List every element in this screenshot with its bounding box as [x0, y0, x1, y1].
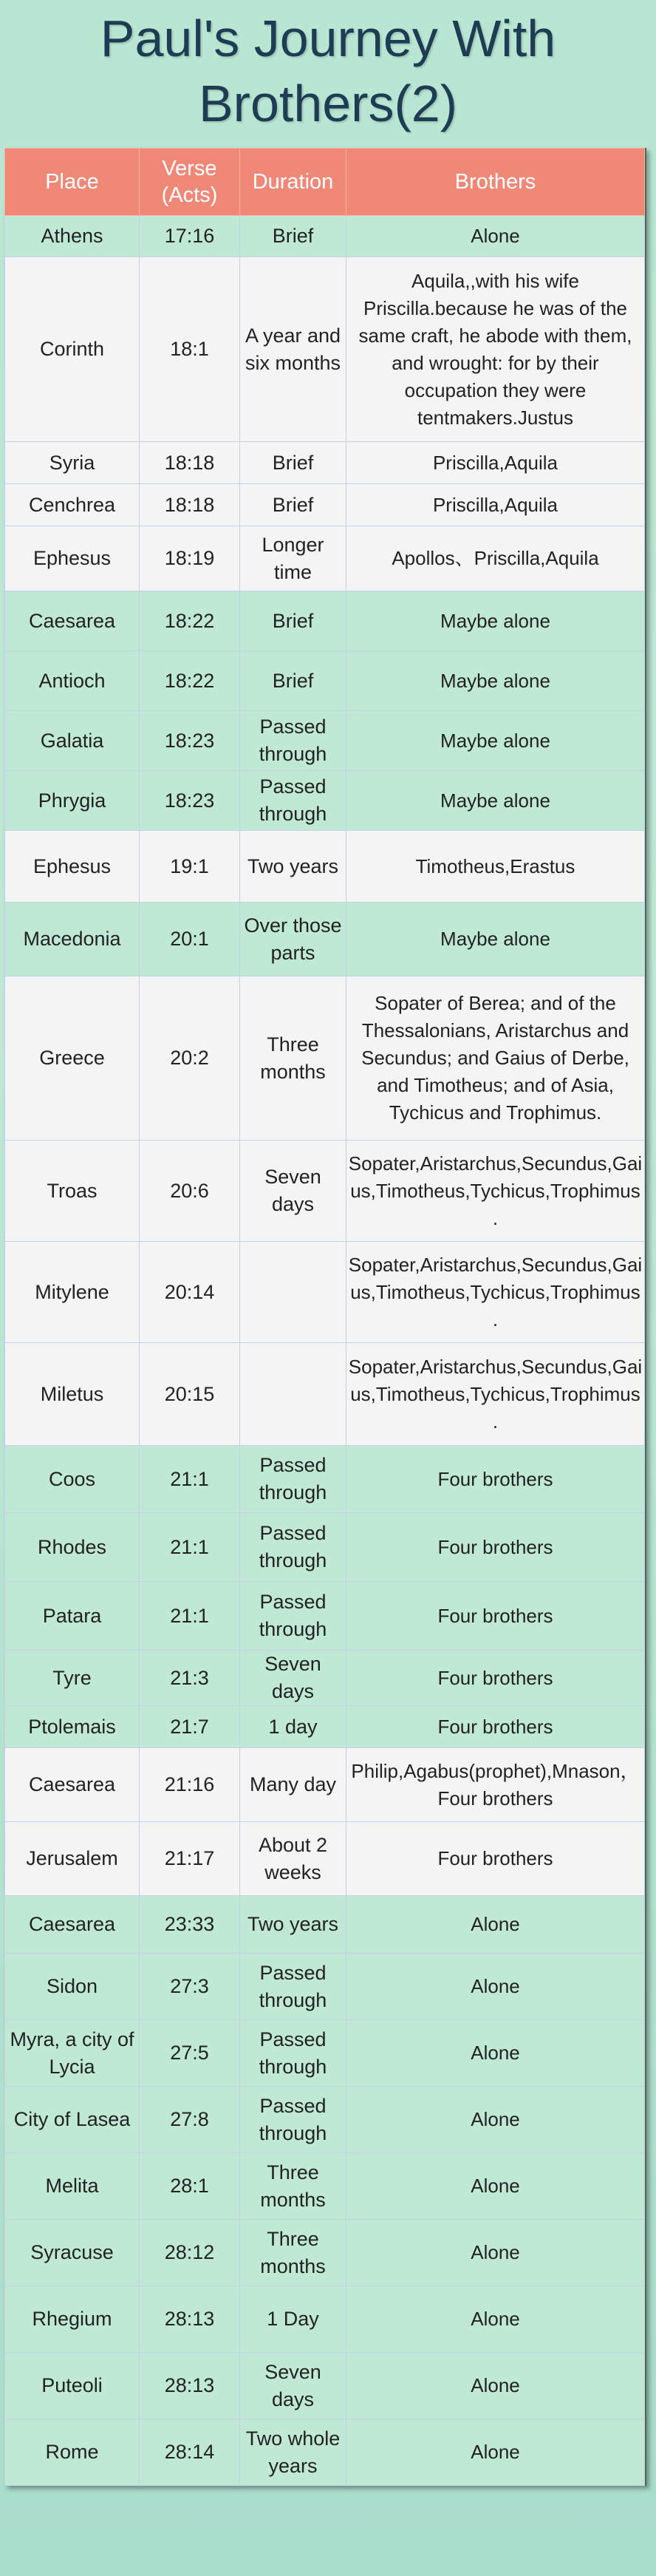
cell-duration: Passed through: [240, 771, 346, 831]
cell-brothers: Philip,Agabus(prophet),Mnason，Four brothers: [346, 1748, 645, 1822]
cell-verse: 21:1: [140, 1513, 240, 1582]
cell-brothers: Four brothers: [346, 1582, 645, 1651]
cell-place: Caesarea: [5, 1896, 140, 1954]
table-row: [5, 1582, 645, 1651]
cell-duration: [240, 1343, 346, 1446]
cell-brothers: Alone: [346, 1954, 645, 2020]
cell-place: Athens: [5, 216, 140, 257]
table-body: [5, 216, 645, 2486]
cell-place: Puteoli: [5, 2353, 140, 2419]
cell-verse: 18:23: [140, 711, 240, 771]
cell-place: Miletus: [5, 1343, 140, 1446]
cell-verse: 21:1: [140, 1446, 240, 1513]
cell-brothers: Four brothers: [346, 1446, 645, 1513]
cell-brothers: Maybe alone: [346, 771, 645, 831]
cell-brothers: Four brothers: [346, 1822, 645, 1896]
cell-duration: [240, 1242, 346, 1343]
cell-place: Melita: [5, 2153, 140, 2220]
cell-duration: Brief: [240, 651, 346, 711]
table-row: [5, 2087, 645, 2153]
header-verse: [140, 149, 240, 216]
cell-duration: A year and six months: [240, 257, 346, 442]
cell-duration: Passed through: [240, 2087, 346, 2153]
cell-verse: 21:16: [140, 1748, 240, 1822]
journey-table: [4, 148, 645, 2486]
cell-duration: Brief: [240, 484, 346, 526]
table-row: [5, 771, 645, 831]
cell-verse: 28:13: [140, 2286, 240, 2353]
cell-verse: 18:18: [140, 484, 240, 526]
table-row: [5, 976, 645, 1141]
cell-place: Syracuse: [5, 2220, 140, 2286]
cell-brothers: Alone: [346, 2220, 645, 2286]
cell-brothers: Alone: [346, 216, 645, 257]
page-title: [0, 0, 656, 142]
table-row: [5, 1343, 645, 1446]
cell-duration: Two whole years: [240, 2419, 346, 2486]
cell-duration: Passed through: [240, 1446, 346, 1513]
table-row: [5, 216, 645, 257]
cell-brothers: Alone: [346, 2020, 645, 2087]
table-row: [5, 1748, 645, 1822]
cell-brothers: Timotheus,Erastus: [346, 831, 645, 903]
header-place: Place: [5, 149, 140, 216]
cell-duration: Three months: [240, 2220, 346, 2286]
table-row: [5, 1651, 645, 1706]
cell-brothers: Alone: [346, 2153, 645, 2220]
cell-brothers: Apollos、Priscilla,Aquila: [346, 526, 645, 591]
cell-place: Corinth: [5, 257, 140, 442]
title-line-2: Brothers(2): [198, 75, 458, 132]
cell-brothers: Alone: [346, 2087, 645, 2153]
table-row: [5, 1822, 645, 1896]
cell-place: Macedonia: [5, 903, 140, 976]
cell-duration: Brief: [240, 442, 346, 484]
title-line-1: Paul's Journey With: [100, 10, 556, 67]
cell-brothers: Maybe alone: [346, 651, 645, 711]
cell-duration: Three months: [240, 976, 346, 1141]
table-row: [5, 591, 645, 651]
cell-place: Troas: [5, 1141, 140, 1242]
cell-brothers: Sopater of Berea; and of the Thessalonians, Aristarchus and Secundus; and Gaius of Derbe, and Timotheus; and of Asia, Tychicus and Trophimus.: [346, 976, 645, 1141]
cell-place: Rhegium: [5, 2286, 140, 2353]
cell-verse: 18:19: [140, 526, 240, 591]
cell-place: Caesarea: [5, 1748, 140, 1822]
cell-duration: Brief: [240, 591, 346, 651]
header-brothers: Brothers: [346, 149, 645, 216]
cell-verse: 28:12: [140, 2220, 240, 2286]
cell-verse: 18:22: [140, 651, 240, 711]
cell-duration: 1 day: [240, 1706, 346, 1748]
cell-place: Coos: [5, 1446, 140, 1513]
table-row: [5, 1141, 645, 1242]
table-row: [5, 2419, 645, 2486]
cell-brothers: Maybe alone: [346, 591, 645, 651]
cell-duration: Passed through: [240, 1954, 346, 2020]
cell-verse: 20:2: [140, 976, 240, 1141]
cell-place: Rome: [5, 2419, 140, 2486]
cell-duration: Passed through: [240, 711, 346, 771]
cell-brothers: Maybe alone: [346, 903, 645, 976]
cell-duration: Two years: [240, 831, 346, 903]
cell-verse: 20:1: [140, 903, 240, 976]
cell-duration: Passed through: [240, 1513, 346, 1582]
cell-verse: 21:17: [140, 1822, 240, 1896]
cell-place: Jerusalem: [5, 1822, 140, 1896]
cell-place: Tyre: [5, 1651, 140, 1706]
table-row: [5, 1513, 645, 1582]
cell-verse: 18:23: [140, 771, 240, 831]
cell-brothers: Maybe alone: [346, 711, 645, 771]
cell-verse: 27:5: [140, 2020, 240, 2087]
table-row: [5, 1446, 645, 1513]
cell-verse: 27:8: [140, 2087, 240, 2153]
cell-brothers: Alone: [346, 2419, 645, 2486]
cell-duration: Longer time: [240, 526, 346, 591]
cell-duration: Passed through: [240, 2020, 346, 2087]
table-row: [5, 2020, 645, 2087]
header-verse-line2: (Acts): [161, 183, 218, 207]
cell-place: Antioch: [5, 651, 140, 711]
cell-duration: 1 Day: [240, 2286, 346, 2353]
table-row: [5, 2153, 645, 2220]
cell-place: Rhodes: [5, 1513, 140, 1582]
cell-place: Phrygia: [5, 771, 140, 831]
cell-place: Sidon: [5, 1954, 140, 2020]
cell-verse: 27:3: [140, 1954, 240, 2020]
cell-verse: 19:1: [140, 831, 240, 903]
cell-place: Ptolemais: [5, 1706, 140, 1748]
cell-duration: Seven days: [240, 1141, 346, 1242]
cell-place: Patara: [5, 1582, 140, 1651]
table-row: [5, 1706, 645, 1748]
table-row: [5, 257, 645, 442]
table-row: [5, 442, 645, 484]
header-verse-line1: Verse: [162, 157, 217, 180]
cell-brothers: Sopater,Aristarchus,Secundus,Gaius,Timotheus,Tychicus,Trophimus.: [346, 1343, 645, 1446]
cell-brothers: Sopater,Aristarchus,Secundus,Gaius,Timotheus,Tychicus,Trophimus.: [346, 1141, 645, 1242]
cell-duration: Two years: [240, 1896, 346, 1954]
cell-brothers: Four brothers: [346, 1651, 645, 1706]
cell-place: Ephesus: [5, 526, 140, 591]
cell-brothers: Priscilla,Aquila: [346, 484, 645, 526]
cell-verse: 21:1: [140, 1582, 240, 1651]
cell-duration: About 2 weeks: [240, 1822, 346, 1896]
journey-table-container: [4, 148, 646, 2486]
cell-place: City of Lasea: [5, 2087, 140, 2153]
cell-brothers: Alone: [346, 1896, 645, 1954]
cell-verse: 21:3: [140, 1651, 240, 1706]
cell-brothers: Four brothers: [346, 1513, 645, 1582]
cell-verse: 28:14: [140, 2419, 240, 2486]
cell-verse: 17:16: [140, 216, 240, 257]
cell-place: Caesarea: [5, 591, 140, 651]
cell-place: Galatia: [5, 711, 140, 771]
table-row: [5, 2353, 645, 2419]
table-row: [5, 1896, 645, 1954]
header-duration: Duration: [240, 149, 346, 216]
cell-brothers: Alone: [346, 2353, 645, 2419]
cell-verse: 18:18: [140, 442, 240, 484]
cell-brothers: Sopater,Aristarchus,Secundus,Gaius,Timotheus,Tychicus,Trophimus.: [346, 1242, 645, 1343]
cell-duration: Passed through: [240, 1582, 346, 1651]
cell-verse: 28:1: [140, 2153, 240, 2220]
table-row: [5, 1954, 645, 2020]
cell-verse: 21:7: [140, 1706, 240, 1748]
cell-brothers: Alone: [346, 2286, 645, 2353]
table-header-row: [5, 149, 645, 216]
table-row: [5, 526, 645, 591]
cell-duration: Brief: [240, 216, 346, 257]
cell-place: Mitylene: [5, 1242, 140, 1343]
cell-duration: Over those parts: [240, 903, 346, 976]
cell-duration: Many day: [240, 1748, 346, 1822]
cell-place: Greece: [5, 976, 140, 1141]
cell-place: Ephesus: [5, 831, 140, 903]
table-row: [5, 831, 645, 903]
table-row: [5, 903, 645, 976]
table-row: [5, 711, 645, 771]
cell-duration: Seven days: [240, 1651, 346, 1706]
table-row: [5, 2220, 645, 2286]
table-row: [5, 651, 645, 711]
cell-duration: Three months: [240, 2153, 346, 2220]
table-row: [5, 484, 645, 526]
cell-place: Syria: [5, 442, 140, 484]
cell-verse: 20:14: [140, 1242, 240, 1343]
cell-place: Myra, a city of Lycia: [5, 2020, 140, 2087]
cell-verse: 23:33: [140, 1896, 240, 1954]
cell-brothers: Aquila,,with his wife Priscilla.because he was of the same craft, he abode with them, and wrought: for by their occupation they were tentmakers.Justus: [346, 257, 645, 442]
table-row: [5, 2286, 645, 2353]
table-row: [5, 1242, 645, 1343]
cell-duration: Seven days: [240, 2353, 346, 2419]
cell-verse: 28:13: [140, 2353, 240, 2419]
cell-brothers: Priscilla,Aquila: [346, 442, 645, 484]
cell-place: Cenchrea: [5, 484, 140, 526]
cell-verse: 18:1: [140, 257, 240, 442]
cell-verse: 20:6: [140, 1141, 240, 1242]
cell-brothers: Four brothers: [346, 1706, 645, 1748]
cell-verse: 18:22: [140, 591, 240, 651]
cell-verse: 20:15: [140, 1343, 240, 1446]
